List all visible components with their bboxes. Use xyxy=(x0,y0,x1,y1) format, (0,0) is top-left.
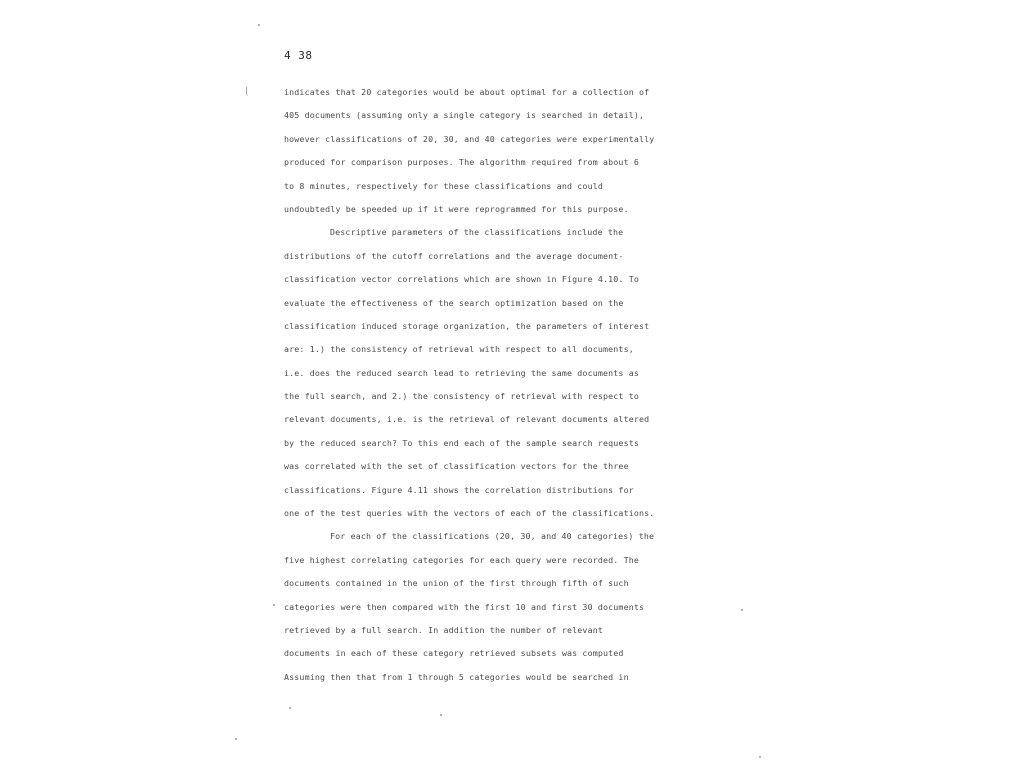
text-line: undoubtedly be speeded up if it were reprogrammed for this purpose. xyxy=(284,203,629,214)
text-line: classifications. Figure 4.11 shows the correlation distributions for xyxy=(284,484,634,495)
text-line: Assuming then that from 1 through 5 categories would be searched in xyxy=(284,671,629,682)
page-number: 4 38 xyxy=(284,49,313,62)
text-line: classification induced storage organization, the parameters of interest xyxy=(284,320,650,331)
text-line: 405 documents (assuming only a single category is searched in detail), xyxy=(284,110,645,121)
scan-speck xyxy=(440,714,442,716)
text-line: evaluate the effectiveness of the search optimization based on the xyxy=(284,297,624,308)
text-line: distributions of the cutoff correlations and the average document- xyxy=(284,250,624,261)
scan-speck xyxy=(258,24,260,26)
text-line: one of the test queries with the vectors of each of the classifications. xyxy=(284,508,655,519)
margin-mark xyxy=(246,86,251,96)
text-line: For each of the classifications (20, 30, and 40 categories) the xyxy=(330,531,655,542)
text-line: classification vector correlations which are shown in Figure 4.10. To xyxy=(284,274,640,285)
text-line: relevant documents, i.e. is the retrieval of relevant documents altered xyxy=(284,414,650,425)
text-line: are: 1.) the consistency of retrieval with respect to all documents, xyxy=(284,344,634,355)
scan-speck xyxy=(235,738,237,740)
scan-speck xyxy=(289,707,291,709)
scan-speck xyxy=(759,756,761,758)
text-line: categories were then compared with the first 10 and first 30 documents xyxy=(284,601,645,612)
text-line: documents in each of these category retrieved subsets was computed xyxy=(284,648,624,659)
text-line: the full search, and 2.) the consistency of retrieval with respect to xyxy=(284,391,640,402)
text-line: five highest correlating categories for each query were recorded. The xyxy=(284,554,640,565)
text-line: was correlated with the set of classification vectors for the three xyxy=(284,461,629,472)
body-text xyxy=(284,81,684,689)
text-line: by the reduced search? To this end each of the sample search requests xyxy=(284,437,640,448)
text-line: however classifications of 20, 30, and 40 categories were experimentally xyxy=(284,133,655,144)
text-line: Descriptive parameters of the classifications include the xyxy=(330,227,624,238)
text-line: retrieved by a full search. In addition the number of relevant xyxy=(284,624,603,635)
scan-speck xyxy=(273,604,275,606)
text-line: produced for comparison purposes. The algorithm required from about 6 xyxy=(284,157,640,168)
text-line: indicates that 20 categories would be about optimal for a collection of xyxy=(284,87,650,97)
text-line: documents contained in the union of the first through fifth of such xyxy=(284,578,629,589)
scan-speck xyxy=(741,609,743,611)
text-line: to 8 minutes, respectively for these classifications and could xyxy=(284,180,603,191)
text-line: i.e. does the reduced search lead to retrieving the same documents as xyxy=(284,367,640,378)
